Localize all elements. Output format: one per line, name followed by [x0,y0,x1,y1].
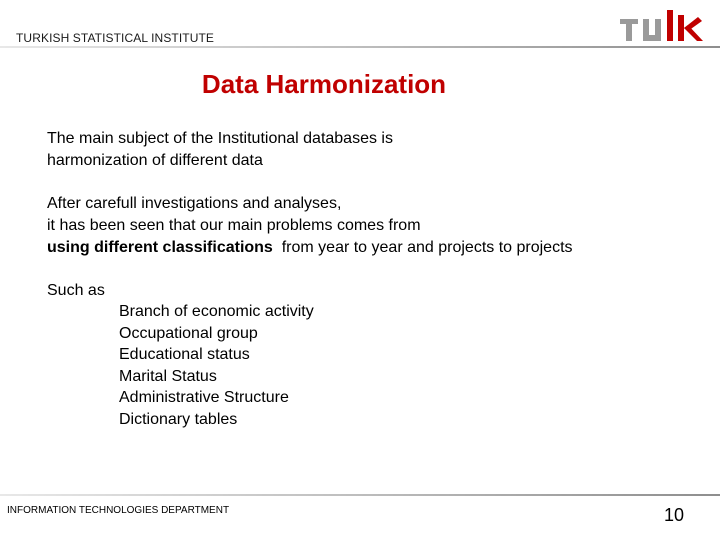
department-name: INFORMATION TECHNOLOGIES DEPARTMENT [7,505,230,516]
footer-divider [0,494,720,496]
list-item: Educational status [119,346,250,364]
findings-emphasis: using different classifications [47,239,273,256]
paragraph-findings [47,193,573,259]
such-as-label: Such as [47,282,105,299]
findings-line-1: After carefull investigations and analyses, [47,195,342,212]
page-number: 10 [664,505,685,525]
intro-line-1: The main subject of the Institutional databases is [47,130,393,147]
paragraph-intro [47,128,393,172]
list-item: Marital Status [119,367,217,385]
list-item: Branch of economic activity [119,303,314,320]
list-item: Dictionary tables [119,410,238,428]
tuik-logo-icon [618,8,704,42]
institute-name: TURKISH STATISTICAL INSTITUTE [16,31,215,45]
header-divider [0,46,720,48]
list-item: Administrative Structure [119,389,289,407]
list-item: Occupational group [119,324,258,342]
findings-line-3: from year to year and projects to projects [272,239,573,256]
classification-list [119,301,314,431]
slide-title: Data Harmonization [201,69,447,99]
findings-line-2: it has been seen that our main problems comes from [47,217,421,234]
intro-line-2: harmonization of different data [47,152,263,169]
